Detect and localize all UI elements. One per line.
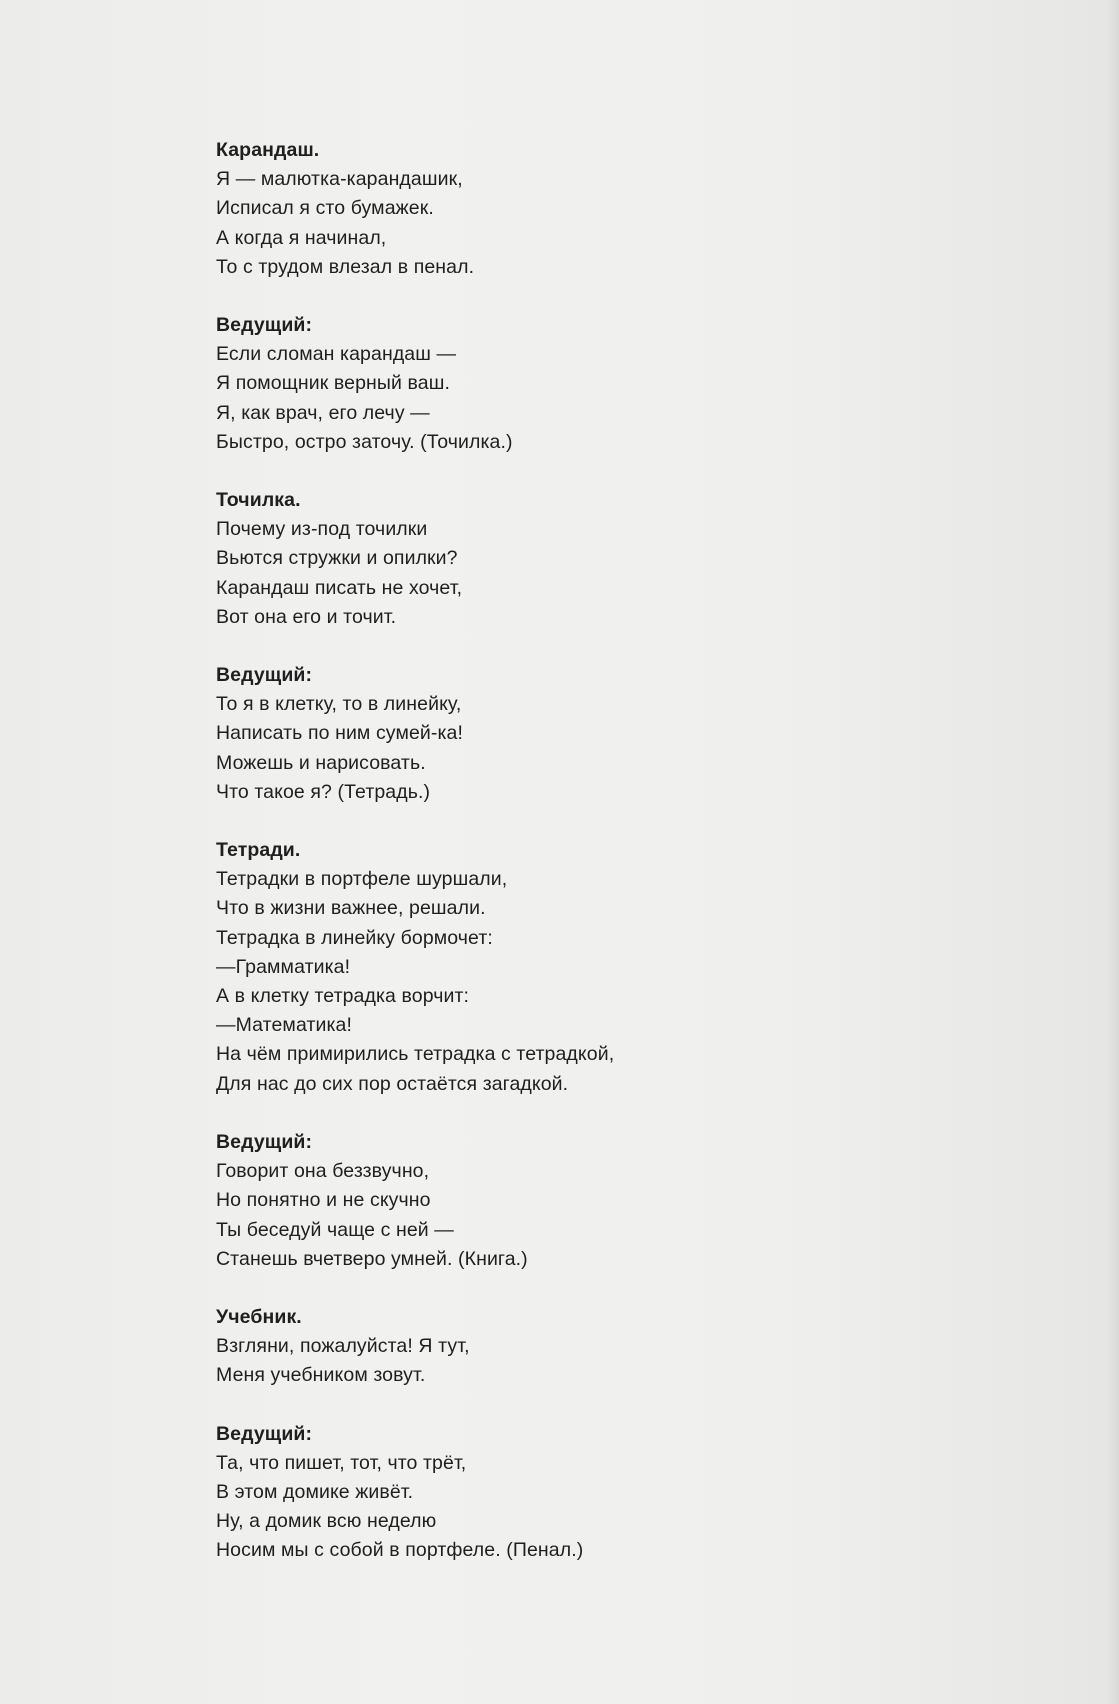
verse-line: Почему из-под точилки — [216, 518, 428, 541]
poem-text — [216, 136, 976, 1595]
verse-line: На чём примирились тетрадка с тетрадкой, — [216, 1043, 615, 1066]
verse-line: Станешь вчетверо умней. (Книга.) — [216, 1247, 528, 1270]
verse-line: —Математика! — [216, 1014, 353, 1037]
verse-line: А в клетку тетрадка ворчит: — [216, 985, 470, 1008]
verse-line: Меня учебником зовут. — [216, 1364, 426, 1387]
stanza-host-1 — [216, 311, 976, 457]
verse-line: Носим мы с собой в портфеле. (Пенал.) — [216, 1539, 584, 1562]
verse-line: Что в жизни важнее, решали. — [216, 897, 486, 920]
verse-line: Если сломан карандаш — — [216, 343, 457, 366]
speaker-heading: Точилка. — [216, 489, 301, 512]
speaker-heading: Тетради. — [216, 839, 301, 862]
verse-line: Я, как врач, его лечу — — [216, 401, 430, 424]
verse-line: Но понятно и не скучно — [216, 1189, 431, 1212]
verse-line: Что такое я? (Тетрадь.) — [216, 780, 431, 803]
speaker-heading: Карандаш. — [216, 139, 320, 161]
verse-line: Я — малютка-карандашик, — [216, 168, 463, 191]
stanza-host-4 — [216, 1420, 976, 1566]
verse-line: Вот она его и точит. — [216, 605, 397, 628]
verse-line: —Грамматика! — [216, 955, 351, 978]
verse-line: Тетрадки в портфеле шуршали, — [216, 868, 508, 891]
verse-line: Ты беседуй чаще с ней — — [216, 1218, 454, 1241]
stanza-host-2 — [216, 661, 976, 807]
verse-line: В этом домике живёт. — [216, 1480, 414, 1503]
verse-line: Написать по ним сумей-ка! — [216, 722, 464, 745]
stanza-host-3 — [216, 1128, 976, 1274]
speaker-heading: Ведущий: — [216, 314, 313, 337]
page-edge-shadow — [1107, 0, 1119, 1704]
stanza-pencil — [216, 136, 976, 282]
speaker-heading: Ведущий: — [216, 664, 313, 687]
verse-line: А когда я начинал, — [216, 226, 387, 249]
verse-line: Я помощник верный ваш. — [216, 372, 450, 395]
stanza-sharpener — [216, 486, 976, 632]
verse-line: Та, что пишет, тот, что трёт, — [216, 1451, 467, 1474]
verse-line: Исписал я сто бумажек. — [216, 197, 434, 220]
verse-line: То я в клетку, то в линейку, — [216, 693, 462, 716]
speaker-heading: Учебник. — [216, 1305, 302, 1328]
speaker-heading: Ведущий: — [216, 1130, 313, 1153]
speaker-heading: Ведущий: — [216, 1422, 313, 1445]
verse-line: Взгляни, пожалуйста! Я тут, — [216, 1335, 470, 1358]
verse-line: То с трудом влезал в пенал. — [216, 255, 475, 278]
verse-line: Для нас до сих пор остаётся загадкой. — [216, 1072, 569, 1095]
verse-line: Карандаш писать не хочет, — [216, 576, 463, 599]
stanza-notebooks — [216, 836, 976, 1099]
verse-line: Быстро, остро заточу. (Точилка.) — [216, 430, 513, 453]
verse-line: Говорит она беззвучно, — [216, 1160, 430, 1183]
verse-line: Можешь и нарисовать. — [216, 751, 426, 774]
stanza-textbook — [216, 1303, 976, 1391]
verse-line: Ну, а домик всю неделю — [216, 1510, 437, 1533]
verse-line: Тетрадка в линейку бормочет: — [216, 926, 493, 949]
verse-line: Вьются стружки и опилки? — [216, 547, 458, 570]
